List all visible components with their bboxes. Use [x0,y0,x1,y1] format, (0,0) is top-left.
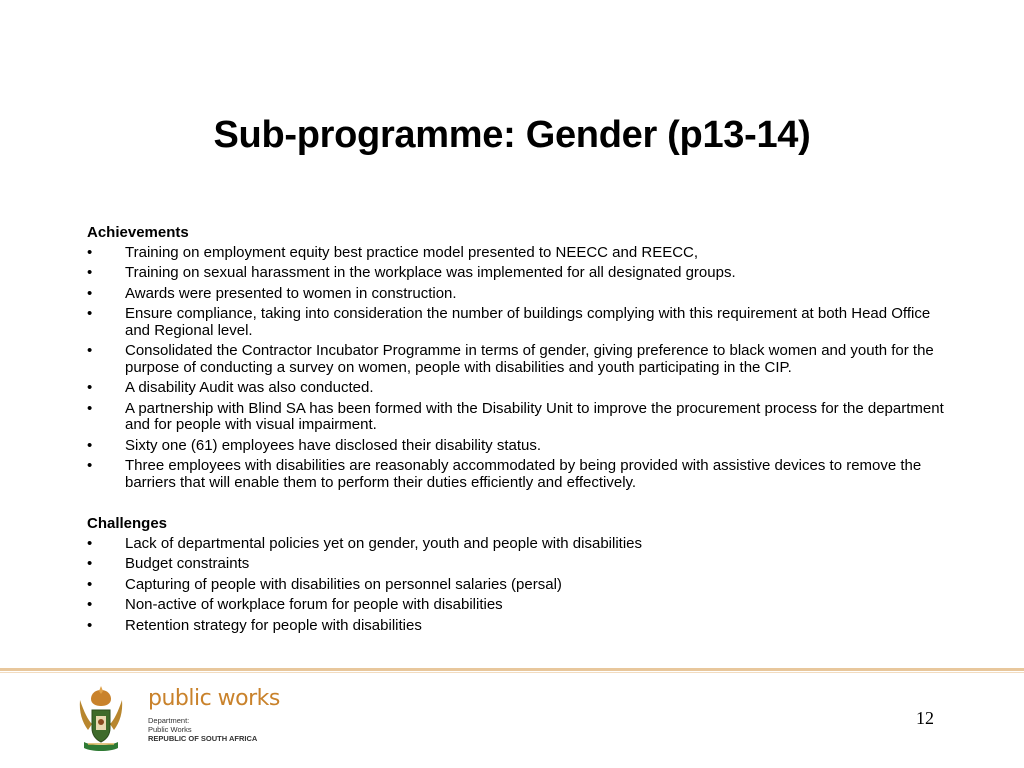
bullet-icon: • [87,342,93,359]
bullet-icon: • [87,399,93,417]
list-item [87,343,947,376]
bullet-icon: • [87,284,93,302]
list-item [87,306,947,339]
coat-of-arms-icon [74,686,128,754]
achievements-list [87,245,947,492]
brand-line-public-works: Public Works [148,725,192,734]
bullet-icon: • [87,264,93,281]
bullet-icon: • [87,616,93,634]
list-item [87,286,947,303]
bullet-icon: • [87,575,93,593]
list-item-text: Sixty one (61) employees have disclosed their disability status. [125,436,542,454]
challenges-heading: Challenges [87,515,168,532]
list-item [87,265,947,282]
footer-divider-thin [0,672,1024,673]
bullet-icon: • [87,555,93,572]
list-item [87,577,947,594]
bullet-icon: • [87,243,93,261]
slide-title: Sub-programme: Gender (p13-14) [213,114,811,156]
list-item [87,245,947,262]
bullet-icon: • [87,379,93,396]
list-item-text: Training on employment equity best practice model presented to NEECC and REECC, [125,243,699,261]
list-item-text: Retention strategy for people with disabilities [125,616,422,634]
list-item [87,536,947,553]
brand-line-department: Department: [148,716,190,725]
bullet-icon: • [87,596,93,613]
brand-name: public works [148,686,280,711]
brand-logo [148,686,280,743]
page-number: 12 [916,708,934,728]
list-item [87,401,947,434]
list-item-text: Capturing of people with disabilities on personnel salaries (persal) [125,575,562,593]
list-item-text: Ensure compliance, taking into consideration the number of buildings complying with this requirement at both Head Office and Regional level. [125,305,931,339]
list-item-text: Consolidated the Contractor Incubator Programme in terms of gender, giving preference to black women and youth for the purpose of conducting a survey on women, people with disabilities and youth participating in the CIP. [125,342,934,376]
challenges-list [87,536,947,635]
list-item-text: Non-active of workplace forum for people with disabilities [125,596,503,613]
slide-content [87,225,947,638]
list-item [87,618,947,635]
list-item [87,597,947,614]
bullet-icon: • [87,305,93,322]
list-item [87,438,947,455]
list-item-text: A disability Audit was also conducted. [125,379,374,396]
list-item-text: A partnership with Blind SA has been formed with the Disability Unit to improve the procurement process for the department and for people with visual impairment. [125,399,944,433]
list-item-text: Three employees with disabilities are reasonably accommodated by being provided with assistive devices to remove the barriers that will enable them to perform their duties efficiently and effectively. [125,457,922,491]
list-item [87,458,947,491]
list-item-text: Budget constraints [125,555,250,572]
list-item-text: Awards were presented to women in construction. [125,284,457,302]
bullet-icon: • [87,436,93,454]
list-item [87,556,947,573]
bullet-icon: • [87,457,93,474]
footer-divider [0,668,1024,671]
list-item-text: Training on sexual harassment in the workplace was implemented for all designated groups. [125,264,736,281]
brand-line-country: REPUBLIC OF SOUTH AFRICA [148,734,258,743]
list-item-text: Lack of departmental policies yet on gender, youth and people with disabilities [125,534,642,552]
achievements-heading: Achievements [87,224,189,241]
list-item [87,380,947,397]
brand-subtitle [148,716,280,743]
bullet-icon: • [87,534,93,552]
